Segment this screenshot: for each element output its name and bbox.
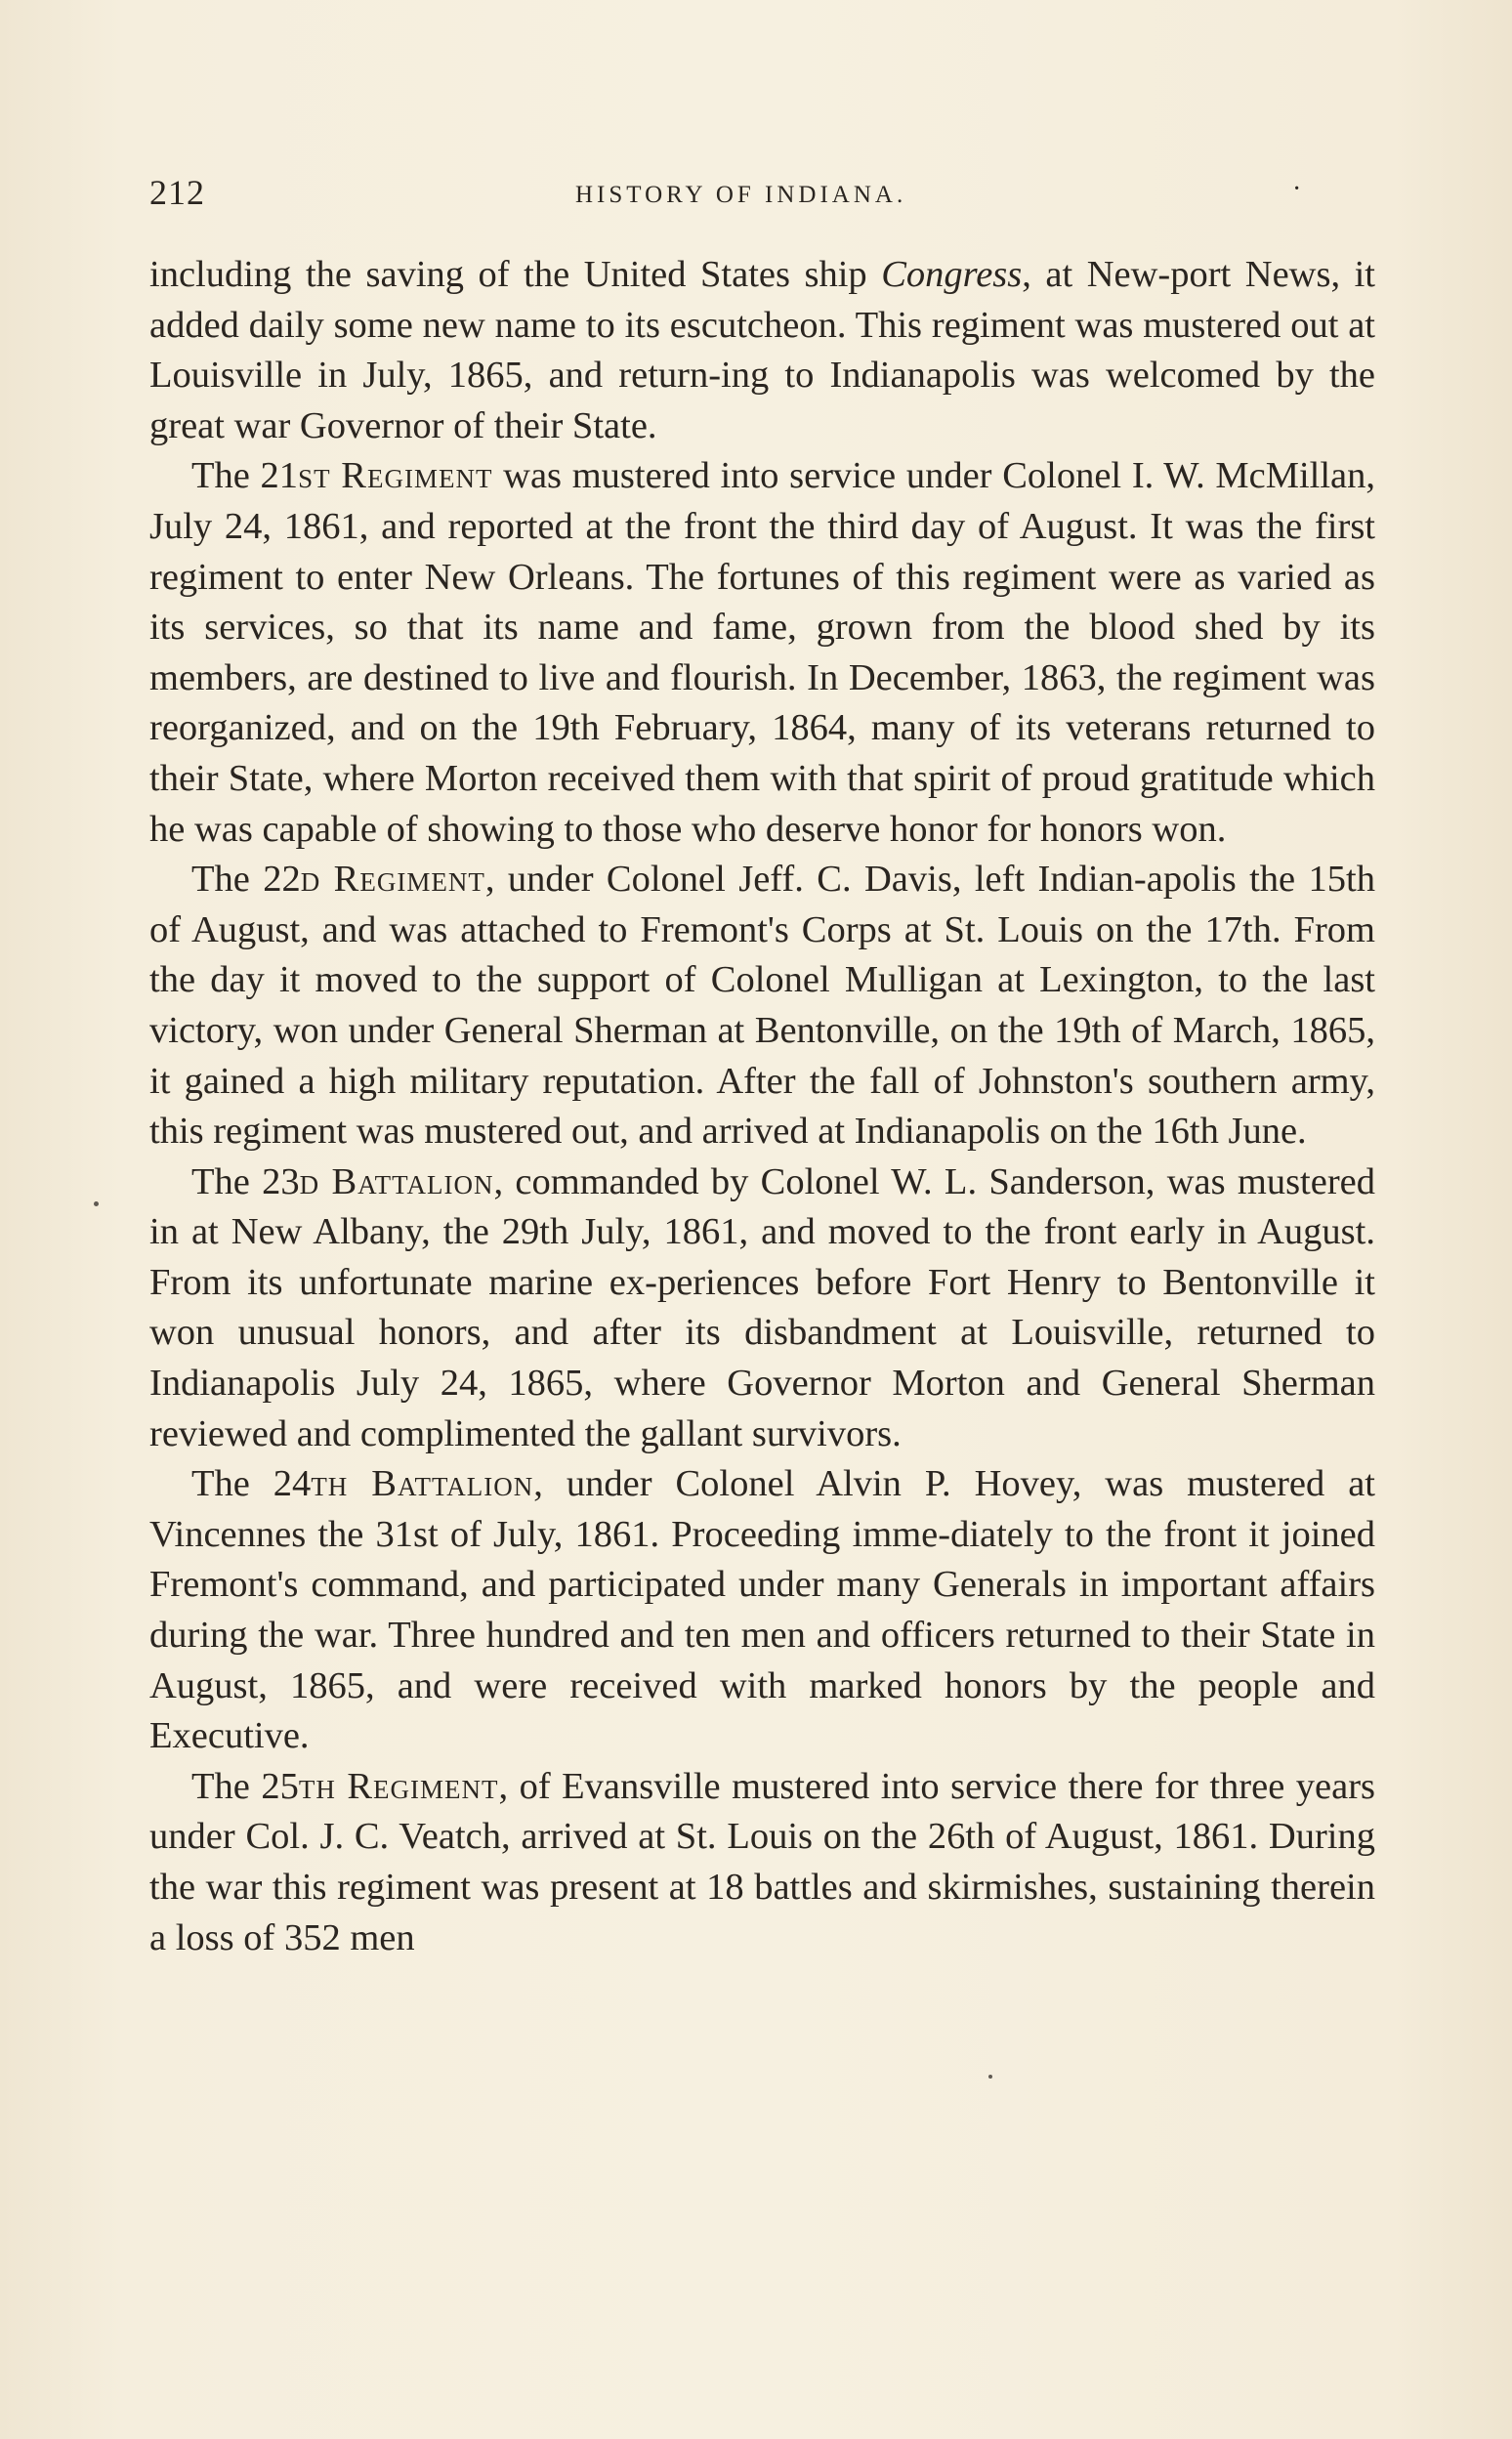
- unit-ordinal-suffix: d: [299, 1160, 320, 1202]
- unit-number: The 25: [191, 1765, 299, 1807]
- paragraph-text: , of Evansville mustered into service there for three years under Col. J. C. Veatch, arrived at St. Louis on the 26th of August, 1861. During the war this regiment was present at 18 battles and skirmishes, sustaining therein a loss of 352 men: [149, 1765, 1376, 1958]
- paragraph-22d-regiment: [149, 855, 1375, 1157]
- unit-number: The 21: [191, 455, 299, 497]
- paragraph-text: , under Colonel Jeff. C. Davis, left Indian-apolis the 15th of August, and was attached to Fremont's Corps at St. Louis on the 17th. From the day it moved to the support of Colonel Mulligan at Lexington, to the last victory, won under General Sherman at Bentonville, on the 19th of March, 1865, it gained a high military reputation. After the fall of Johnston's southern army, this regiment was mustered out, and arrived at Indianapolis on the 16th June.: [149, 859, 1375, 1153]
- unit-type: Regiment: [341, 455, 493, 497]
- paragraph-21st-regiment: [149, 451, 1375, 855]
- page-header: [149, 172, 1302, 221]
- unit-ordinal-suffix: th: [298, 1765, 336, 1807]
- unit-number: The 23: [191, 1160, 300, 1202]
- unit-ordinal-suffix: th: [311, 1463, 349, 1505]
- paragraph-text: including the saving of the United States ship: [149, 254, 882, 295]
- unit-number: The 22: [191, 859, 301, 901]
- paragraph-text: , at New-port News, it added daily some new name to its escutcheon. This regiment was mustered out at Louisville in July, 1865, and return-ing to Indianapolis was welcomed by the great war Governor of their State.: [149, 254, 1376, 446]
- ink-speck: [94, 1201, 99, 1206]
- paragraph-continued: [149, 250, 1375, 451]
- unit-ordinal-suffix: d: [300, 859, 321, 901]
- unit-type: Battalion: [331, 1160, 494, 1202]
- unit-ordinal-suffix: st: [298, 455, 331, 497]
- paragraph-text: , commanded by Colonel W. L. Sanderson, was mustered in at New Albany, the 29th July, 1861, and moved to the front early in August. From its unfortunate marine ex-periences before Fort Henry to Bentonville it won unusual honors, and after its disbandment at Louisville, returned to Indianapolis July 24, 1865, where Governor Morton and General Sherman reviewed and complimented the gallant survivors.: [149, 1160, 1376, 1454]
- paragraph-text: , under Colonel Alvin P. Hovey, was mustered at Vincennes the 31st of July, 1861. Proceeding imme-diately to the front it joined Fremont's command, and participated under many Generals in important affairs during the war. Three hundred and ten men and officers returned to their State in August, 1865, and were received with marked honors by the people and Executive.: [149, 1463, 1376, 1757]
- unit-type: Regiment: [333, 859, 485, 901]
- paragraph-25th-regiment: [149, 1762, 1375, 1963]
- unit-type: Battalion: [371, 1463, 534, 1505]
- ink-speck: [988, 2075, 992, 2079]
- paragraph-23d-battalion: [149, 1157, 1375, 1460]
- paragraph-24th-battalion: [149, 1459, 1375, 1762]
- body-text: [149, 250, 1375, 1963]
- running-head: HISTORY OF INDIANA.: [575, 182, 907, 208]
- ship-name: Congress: [881, 254, 1023, 295]
- unit-type: Regiment: [347, 1765, 499, 1807]
- unit-number: The 24: [191, 1463, 312, 1505]
- ink-speck: ·: [1292, 174, 1302, 204]
- paragraph-text: was mustered into service under Colonel I. W. McMillan, July 24, 1861, and reported at the front the third day of August. It was the first regiment to enter New Orleans. The fortunes of this regiment were as varied as its services, so that its name and fame, grown from the blood shed by its members, are destined to live and flourish. In December, 1863, the regiment was reorganized, and on the 19th February, 1864, many of its veterans returned to their State, where Morton received them with that spirit of proud gratitude which he was capable of showing to those who deserve honor for honors won.: [149, 455, 1375, 850]
- page-number: 212: [149, 173, 205, 212]
